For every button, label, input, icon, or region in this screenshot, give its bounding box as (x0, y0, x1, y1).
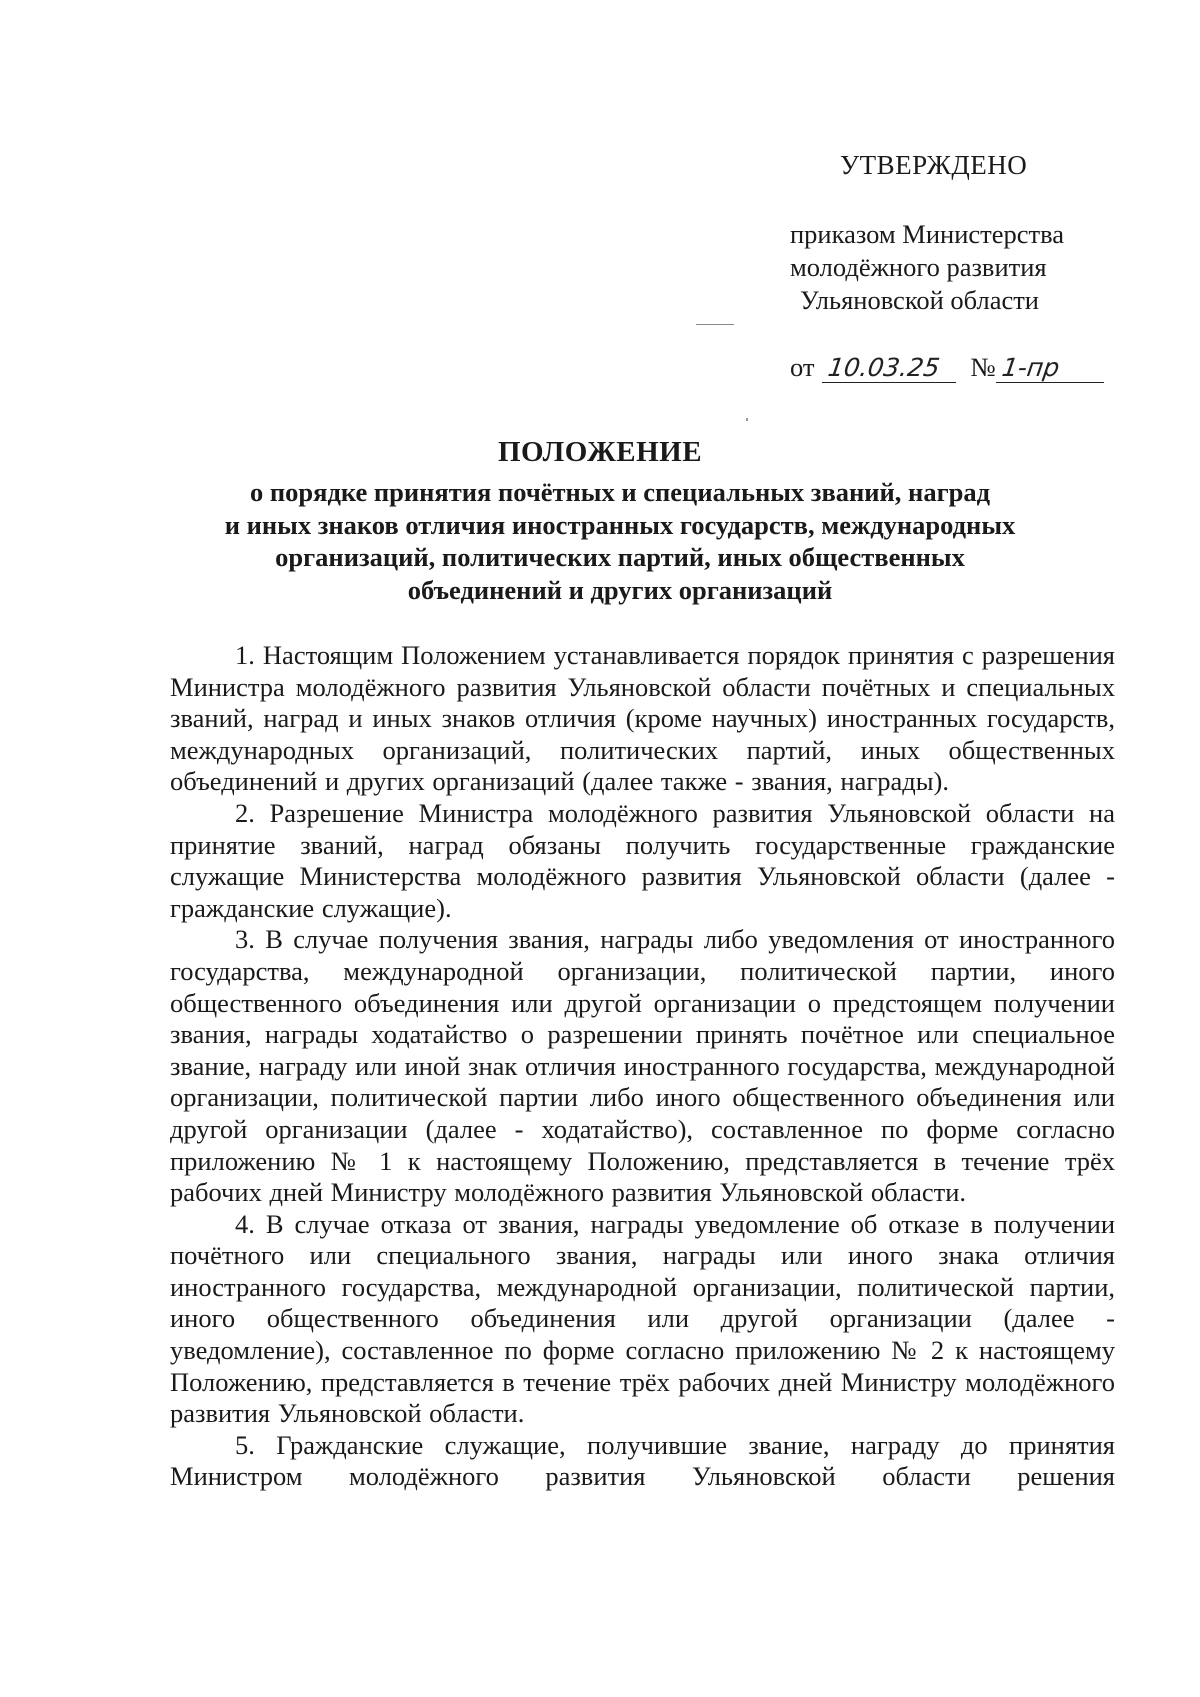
document-title: ПОЛОЖЕНИЕ (497, 436, 703, 468)
scan-artifact-dash (696, 324, 734, 325)
date-prefix: от (790, 352, 815, 382)
paragraph-2: 2. Разрешение Министра молодёжного развития Ульяновской области на принятие званий, наград обязаны получить государственные гражданские служащие Министерства молодёжного развития Ульяновской области (далее - гражданские служащие). (170, 797, 1115, 923)
document-body (170, 640, 1115, 1493)
approval-stamp-title: УТВЕРЖДЕНО (840, 150, 1028, 180)
approval-line-3: Ульяновской области (800, 285, 1039, 315)
paragraph-5: 5. Гражданские служащие, получившие звание, награду до принятия Министром молодёжного развития Ульяновской области решения (170, 1429, 1115, 1492)
approval-order-reference (790, 218, 1064, 317)
subtitle-line: организаций, политических партий, иных общественных (275, 542, 965, 572)
document-subtitle (200, 476, 1040, 606)
subtitle-line: объединений и других организаций (407, 574, 833, 605)
approval-line-2: молодёжного развития (790, 252, 1047, 282)
approval-line-1: приказом Министерства (790, 219, 1065, 249)
handwritten-date: 10.03.25 (822, 354, 960, 383)
paragraph-3: 3. В случае получения звания, награды либо уведомления от иностранного государства, международной организации, политической партии, иного общественного объединения или другой организации о предстоящем получении звания, награды ходатайство о разрешении принять почётное или специальное звание, награду или иной знак отличия иностранного государства, международной организации, политической партии либо иного общественного объединения или другой организации (далее - ходатайство), составленное по форме согласно приложению № 1 к настоящему Положению, представляется в течение трёх рабочих дней Министру молодёжного развития Ульяновской области. (170, 924, 1115, 1208)
subtitle-line: о порядке принятия почётных и специальных званий, наград (249, 477, 991, 507)
subtitle-line: и иных знаков отличия иностранных государств, международных (224, 509, 1016, 540)
number-sign: № (970, 352, 996, 382)
paragraph-1: 1. Настоящим Положением устанавливается порядок принятия с разрешения Министра молодёжного развития Ульяновской области почётных и специальных званий, наград и иных знаков отличия (кроме научных) иностранных государств, международных организаций, политических партий, иных общественных объединений и других организаций (далее также - звания, награды). (170, 640, 1115, 797)
scan-artifact-dot (746, 418, 748, 421)
order-date-number-line (790, 352, 1106, 383)
handwritten-order-number: 1-пр (996, 354, 1108, 383)
paragraph-4: 4. В случае отказа от звания, награды уведомление об отказе в получении почётного или специального звания, награды или иного знака отличия иностранного государства, международной организации, политической партии, иного общественного объединения или другой организации (далее - уведомление), составленное по форме согласно приложению № 2 к настоящему Положению, представляется в течение трёх рабочих дней Министру молодёжного развития Ульяновской области. (170, 1208, 1115, 1429)
